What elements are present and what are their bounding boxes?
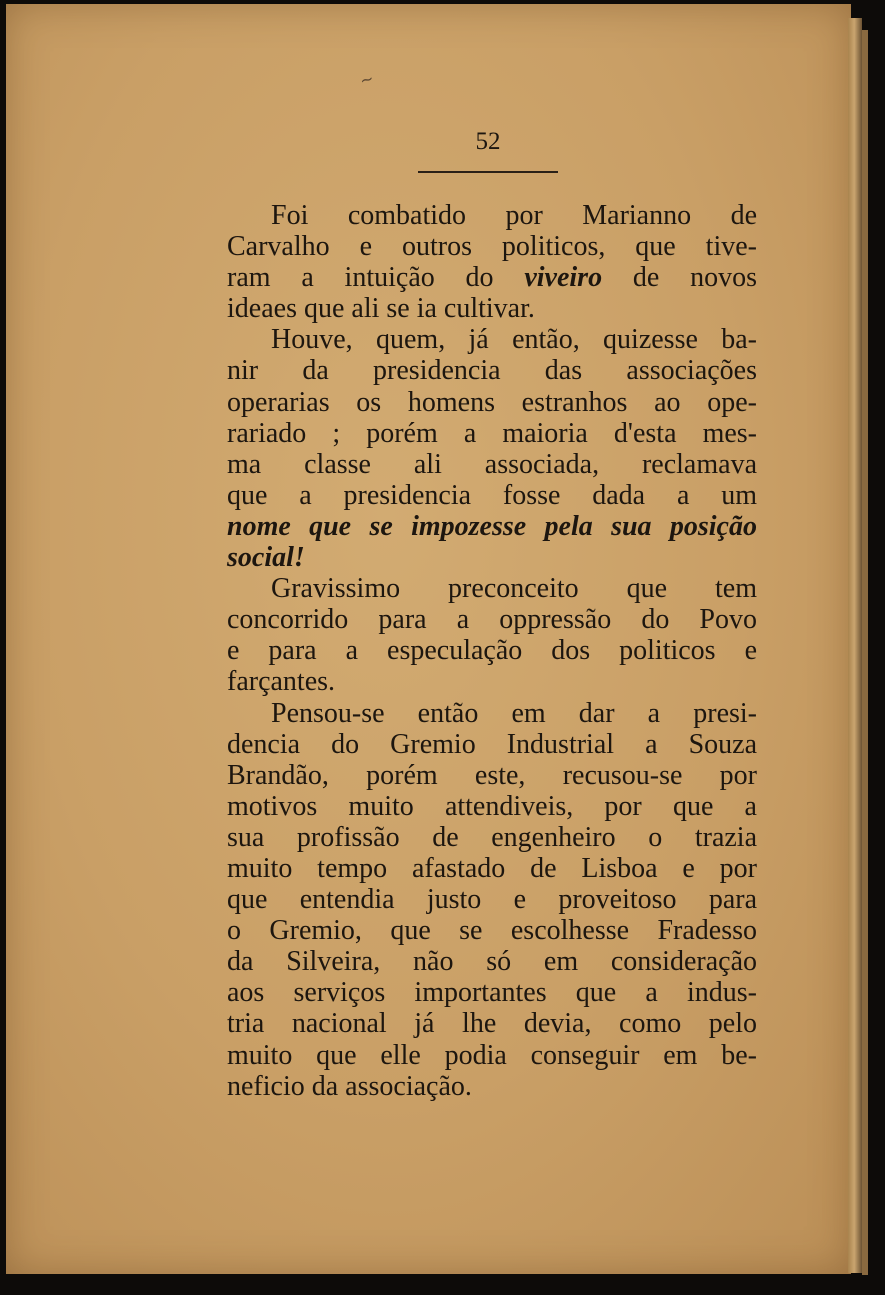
line-text: neficio da associação. bbox=[227, 1070, 472, 1102]
text-line bbox=[227, 853, 757, 884]
line-text: que entendia justo e proveitoso para bbox=[227, 884, 757, 916]
line-text: concorrido para a oppressão do Povo bbox=[227, 604, 757, 636]
italic-text: viveiro bbox=[524, 262, 603, 294]
line-text: o Gremio, que se escolhesse Fradesso bbox=[227, 915, 757, 947]
line-text: dencia do Gremio Industrial a Souza bbox=[227, 728, 757, 760]
line-text: nir da presidencia das associações bbox=[227, 355, 757, 387]
line-text: Gravissimo preconceito que tem bbox=[271, 573, 757, 605]
line-text: tria nacional já lhe devia, como pelo bbox=[227, 1008, 757, 1040]
line-text: Foi combatido por Marianno de bbox=[271, 200, 757, 231]
text-line bbox=[227, 635, 757, 666]
text-line bbox=[227, 822, 757, 853]
italic-text: social! bbox=[227, 542, 305, 574]
line-text: ideaes que ali se ia cultivar. bbox=[227, 293, 535, 325]
text-line bbox=[227, 573, 757, 604]
text-line bbox=[227, 915, 757, 946]
text-line bbox=[227, 293, 757, 324]
text-line bbox=[227, 387, 757, 418]
text-line bbox=[227, 604, 757, 635]
text-line bbox=[227, 1071, 757, 1102]
line-text: Carvalho e outros politicos, que tive- bbox=[227, 231, 757, 263]
line-text: motivos muito attendiveis, por que a bbox=[227, 790, 757, 822]
line-text: da Silveira, não só em consideração bbox=[227, 946, 757, 978]
text-line bbox=[227, 324, 757, 355]
text-line bbox=[227, 418, 757, 449]
line-text: que a presidencia fosse dada a um bbox=[227, 479, 757, 511]
line-text: Brandão, porém este, recusou-se por bbox=[227, 759, 757, 791]
text-line bbox=[227, 946, 757, 977]
header-rule bbox=[418, 171, 558, 173]
line-text: aos serviços importantes que a indus- bbox=[227, 977, 757, 1009]
line-text: ma classe ali associada, reclamava bbox=[227, 448, 757, 480]
text-line bbox=[227, 200, 757, 231]
line-text: rariado ; porém a maioria d'esta mes- bbox=[227, 417, 757, 449]
text-line bbox=[227, 480, 757, 511]
line-text: muito tempo afastado de Lisboa e por bbox=[227, 852, 757, 884]
text-line bbox=[227, 666, 757, 697]
text-line bbox=[227, 231, 757, 262]
page-number: 52 bbox=[475, 128, 501, 155]
line-text: Pensou-se então em dar a presi- bbox=[271, 697, 757, 729]
line-text: sua profissão de engenheiro o trazia bbox=[227, 821, 757, 853]
line-text: farçantes. bbox=[227, 666, 336, 698]
line-text: ram a intuição do bbox=[227, 262, 525, 294]
page-edge-shadow bbox=[862, 30, 868, 1275]
line-text: e para a especulação dos politicos e bbox=[227, 635, 757, 667]
text-line bbox=[227, 542, 757, 573]
body-text bbox=[227, 200, 757, 1102]
text-line bbox=[227, 355, 757, 386]
line-text: Houve, quem, já então, quizesse ba- bbox=[271, 324, 757, 356]
ink-smudge: ~ bbox=[357, 68, 376, 91]
text-line bbox=[227, 760, 757, 791]
text-line bbox=[227, 729, 757, 760]
line-text: muito que elle podia conseguir em be- bbox=[227, 1039, 757, 1071]
page-edge bbox=[848, 18, 862, 1273]
text-line bbox=[227, 449, 757, 480]
text-line bbox=[227, 1008, 757, 1039]
text-line bbox=[227, 791, 757, 822]
line-text: de novos bbox=[602, 262, 758, 294]
text-line bbox=[227, 262, 757, 293]
text-line bbox=[227, 698, 757, 729]
line-text: operarias os homens estranhos ao ope- bbox=[227, 386, 757, 418]
text-line bbox=[227, 1040, 757, 1071]
text-line bbox=[227, 977, 757, 1008]
text-line bbox=[227, 511, 757, 542]
italic-text: nome que se impozesse pela sua posição bbox=[227, 510, 757, 542]
text-line bbox=[227, 884, 757, 915]
